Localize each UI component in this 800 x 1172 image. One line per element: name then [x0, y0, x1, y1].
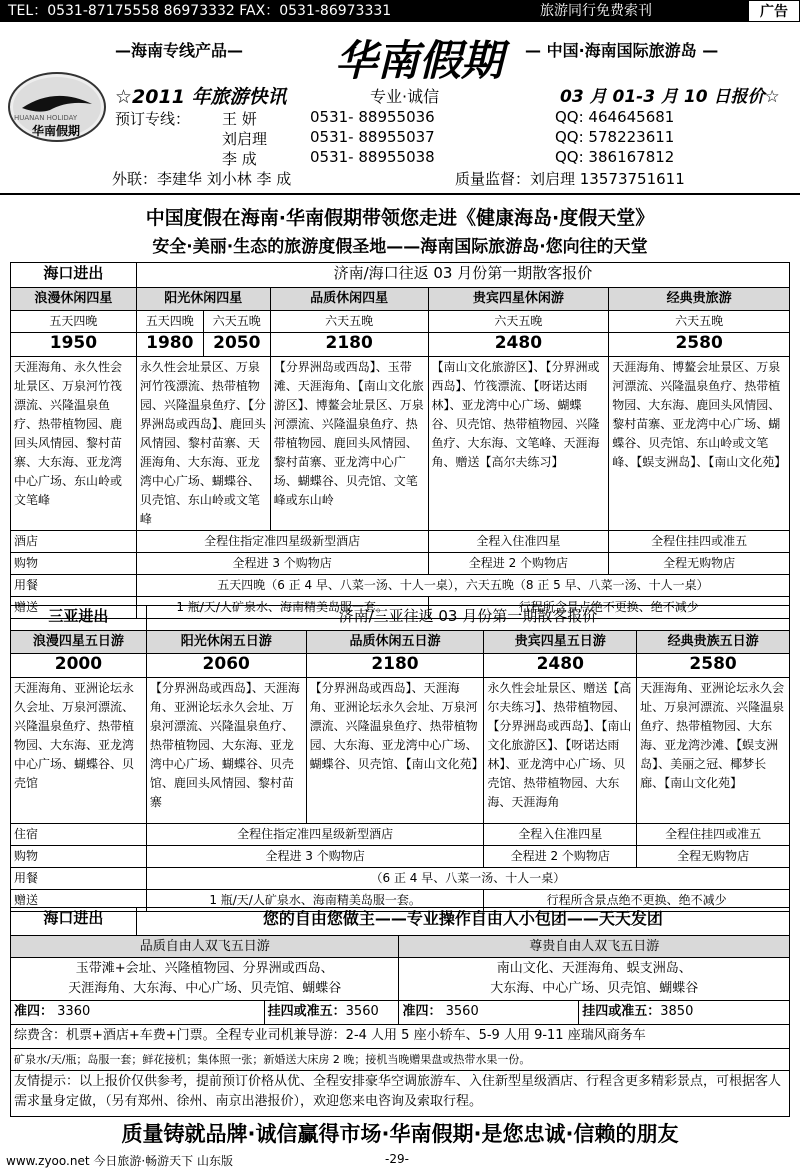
price-label: 准四： — [402, 1004, 442, 1019]
price: 2000 — [11, 654, 147, 678]
includes: 综费含：机票+酒店+车费+门票。全程专业司机兼导游：2-4 人用 5 座小轿车、5-9 人用 9-11 座瑞风商务车 — [11, 1025, 790, 1049]
booking-phone: 0531- 88955037 — [310, 128, 435, 146]
hotel-cls: 全程住挂四或准五 — [637, 824, 790, 846]
product: 品质休闲四星 — [270, 288, 428, 311]
product: 经典贵旅游 — [609, 288, 790, 311]
itinerary: 【分界洲岛或西岛】、玉带滩、天涯海角、【南山文化旅游区】、博鳌会址景区、万泉河漂流、兴隆温泉鱼疗、热带植物园、鹿回头风情园、黎村苗寨、亚龙湾中心广场、蝴蝶谷、贝壳馆、文笔峰或东山岭 — [270, 357, 428, 531]
haikou-table — [10, 262, 790, 619]
itinerary: 【分界洲岛或西岛】、天涯海角、亚洲论坛永久会址、万泉河漂流、兴隆温泉鱼疗、热带植物园、大东海、亚龙湾中心广场、蝴蝶谷、贝壳馆、鹿回头风情园、黎村苗寨 — [146, 678, 306, 824]
row-label: 用餐 — [11, 575, 137, 597]
price: 3850 — [660, 1004, 694, 1019]
booking-label: 预订专线： — [115, 110, 191, 128]
index-label: 旅游同行免费索刊 — [540, 3, 652, 19]
brand-title: 华南假期 — [335, 36, 504, 85]
free-left-name: 品质自由人双飞五日游 — [11, 936, 399, 958]
sanya-title: 济南/三亚往返 03 月份第一期散客报价 — [146, 606, 789, 631]
brand-logo — [8, 72, 106, 142]
free-right-name: 尊贵自由人双飞五日游 — [399, 936, 790, 958]
outreach: 外联：李建华 刘小林 李 成 — [112, 170, 292, 188]
booking-name: 刘启理 — [222, 130, 268, 148]
price: 2180 — [270, 333, 428, 357]
product: 品质休闲五日游 — [306, 631, 484, 654]
price: 3560 — [345, 1004, 379, 1019]
itinerary: 永久性会址景区、赠送【高尔夫练习】、热带植物园、【分界洲岛或西岛】、【南山文化旅游区】、【呀诺达雨林】、亚龙湾中心广场、贝壳馆、热带植物园、大东海、天涯海角 — [484, 678, 637, 824]
tip: 友情提示：以上报价仅供参考，提前预订价格从优、全程安排豪华空调旅游车、入住新型星级酒店、行程含更多精彩景点，可根据客人需求量身定做，（另有郑州、徐州、南京出港报价），欢迎您来电咨询及索取行程。 — [11, 1071, 790, 1117]
booking-qq: QQ: 578223611 — [555, 128, 675, 146]
free-table — [10, 907, 790, 1117]
product: 贵宾四星休闲游 — [428, 288, 609, 311]
left-title: —海南专线产品— — [115, 41, 244, 60]
ad-tag: 广告 — [748, 0, 800, 22]
itinerary: 天涯海角、亚洲论坛永久会址、万泉河漂流、兴隆温泉鱼疗、热带植物园、大东海、亚龙湾中心广场、蝴蝶谷、贝壳馆 — [11, 678, 147, 824]
row-label: 赠送 — [11, 597, 137, 619]
note: 行程所含景点绝不更换、绝不减少 — [428, 597, 789, 619]
itinerary: 【南山文化旅游区】、【分界洲或西岛】、竹筏漂流、【呀诺达雨林】、亚龙湾中心广场、蝴蝶谷、贝壳馆、热带植物园、兴隆鱼疗、大东海、文笔峰、天涯海角、赠送【高尔夫练习】 — [428, 357, 609, 531]
row-label: 赠送 — [11, 890, 147, 912]
slogan: 专业·诚信 — [370, 87, 440, 106]
price: 2480 — [484, 654, 637, 678]
route: 大东海、中心广场、贝壳馆、蝴蝶谷 — [490, 981, 699, 996]
footer-site: www.zyoo.net 今日旅游·畅游天下 山东版 — [6, 1154, 233, 1168]
headline-2: 安全·美丽·生态的旅游度假圣地——海南国际旅游岛·您向往的天堂 — [152, 237, 648, 257]
logo-sub: HUANAN HOLIDAY — [14, 114, 78, 122]
price-label: 准四： — [14, 1004, 54, 1019]
row-label: 酒店 — [11, 531, 137, 553]
itinerary: 永久性会址景区、万泉河竹筏漂流、热带植物园、兴隆温泉鱼疗、【分界洲岛或西岛】、鹿回头风情园、黎村苗寨、天涯海角、大东海、亚龙湾中心广场、蝴蝶谷、贝壳馆、东山岭或文笔峰 — [136, 357, 270, 531]
product: 阳光休闲四星 — [136, 288, 270, 311]
right-title: — 中国·海南国际旅游岛 — — [525, 41, 719, 60]
price: 2580 — [609, 333, 790, 357]
price: 3360 — [57, 1004, 91, 1019]
price-label: 挂四或准五： — [267, 1004, 346, 1019]
quote-dates: 03 月 01-3 月 10 日报价☆ — [560, 87, 780, 107]
price: 2480 — [428, 333, 609, 357]
price: 2060 — [146, 654, 306, 678]
shop-vip: 全程进 2 个购物店 — [484, 846, 637, 868]
supervisor: 质量监督：刘启理 13573751611 — [455, 170, 685, 188]
shop-std: 全程进 3 个购物店 — [136, 553, 428, 575]
contact-line: TEL：0531-87175558 86973332 FAX：0531-86973331 — [8, 3, 392, 19]
shop-cls: 全程无购物店 — [637, 846, 790, 868]
shop-vip: 全程进 2 个购物店 — [428, 553, 609, 575]
gift: 1 瓶/天/人矿泉水、海南精美岛服一套。 — [146, 890, 484, 912]
itinerary: 天涯海角、博鳌会址景区、万泉河漂流、兴隆温泉鱼疗、热带植物园、大东海、鹿回头风情园、黎村苗寨、亚龙湾中心广场、蝴蝶谷、贝壳馆、东山岭或文笔峰、【蜈支洲岛】、【南山文化苑】 — [609, 357, 790, 531]
itinerary: 【分界洲岛或西岛】、天涯海角、亚洲论坛永久会址、万泉河漂流、兴隆温泉鱼疗、热带植物园、大东海、亚龙湾中心广场、蝴蝶谷、贝壳馆、【南山文化苑】 — [306, 678, 484, 824]
price: 2050 — [203, 333, 270, 357]
duration: 六天五晚 — [609, 311, 790, 333]
hotel-cls: 全程住挂四或准五 — [609, 531, 790, 553]
hotel-vip: 全程入住准四星 — [484, 824, 637, 846]
row-label: 住宿 — [11, 824, 147, 846]
row-label: 购物 — [11, 553, 137, 575]
motto: 质量铸就品牌·诚信赢得市场·华南假期·是您忠诚·信赖的朋友 — [121, 1122, 679, 1146]
booking-qq: QQ: 386167812 — [555, 148, 675, 166]
booking-phone: 0531- 88955038 — [310, 148, 435, 166]
price: 2580 — [637, 654, 790, 678]
logo-text: 华南假期 — [32, 124, 81, 138]
meals: （6 正 4 早、八菜一汤、十人一桌） — [146, 868, 789, 890]
booking-name: 王 妍 — [222, 110, 257, 128]
divider — [0, 193, 800, 195]
price: 3560 — [445, 1004, 479, 1019]
booking-phone: 0531- 88955036 — [310, 108, 435, 126]
sanya-gate: 三亚进出 — [11, 606, 147, 631]
note: 行程所含景点绝不更换、绝不减少 — [484, 890, 790, 912]
duration: 五天四晚 — [11, 311, 137, 333]
headline-1: 中国度假在海南·华南假期带领您走进《健康海岛·度假天堂》 — [145, 207, 655, 229]
product: 贵宾四星五日游 — [484, 631, 637, 654]
price: 2180 — [306, 654, 484, 678]
row-label: 用餐 — [11, 868, 147, 890]
product: 阳光休闲五日游 — [146, 631, 306, 654]
extras: 矿泉水/天/瓶；岛服一套；鲜花接机；集体照一张；新婚送大床房 2 晚；接机当晚赠果盘或热带水果一份。 — [11, 1049, 790, 1071]
duration: 六天五晚 — [270, 311, 428, 333]
hotel-vip: 全程入住准四星 — [428, 531, 609, 553]
haikou-gate: 海口进出 — [11, 263, 137, 288]
price-label: 挂四或准五： — [582, 1004, 661, 1019]
shop-std: 全程进 3 个购物店 — [146, 846, 484, 868]
page-number: -29- — [385, 1152, 409, 1166]
free-gate: 海口进出 — [11, 908, 137, 936]
hotel-std: 全程住指定准四星级新型酒店 — [146, 824, 484, 846]
meals: 五天四晚（6 正 4 早、八菜一汤、十人一桌），六天五晚（8 正 5 早、八菜一汤、十人一桌） — [136, 575, 789, 597]
itinerary: 天涯海角、亚洲论坛永久会址、万泉河漂流、兴隆温泉鱼疗、热带植物园、大东海、亚龙湾沙滩、【蜈支洲岛】、美丽之冠、椰梦长廊、【南山文化苑】 — [637, 678, 790, 824]
top-bar — [0, 0, 800, 22]
route: 玉带滩+会址、兴隆植物园、分界洲或西岛、 — [75, 961, 334, 976]
price: 1980 — [136, 333, 203, 357]
news-title: ☆2011 年旅游快讯 — [115, 86, 287, 108]
duration: 六天五晚 — [203, 311, 270, 333]
row-label: 购物 — [11, 846, 147, 868]
booking-name: 李 成 — [222, 150, 257, 168]
price: 1950 — [11, 333, 137, 357]
duration: 六天五晚 — [428, 311, 609, 333]
product: 经典贵族五日游 — [637, 631, 790, 654]
itinerary: 天涯海角、永久性会址景区、万泉河竹筏漂流、兴隆温泉鱼疗、热带植物园、鹿回头风情园、黎村苗寨、大东海、亚龙湾中心广场、东山岭或文笔峰 — [11, 357, 137, 531]
product: 浪漫休闲四星 — [11, 288, 137, 311]
route: 南山文化、天涯海角、蜈支洲岛、 — [496, 961, 692, 976]
gift: 1 瓶/天/人矿泉水、海南精美岛服一套。 — [136, 597, 428, 619]
hotel-std: 全程住指定准四星级新型酒店 — [136, 531, 428, 553]
product: 浪漫四星五日游 — [11, 631, 147, 654]
booking-qq: QQ: 464645681 — [555, 108, 675, 126]
shop-cls: 全程无购物店 — [609, 553, 790, 575]
sanya-table — [10, 605, 790, 912]
duration: 五天四晚 — [136, 311, 203, 333]
haikou-title: 济南/海口往返 03 月份第一期散客报价 — [136, 263, 789, 288]
free-title: 您的自由您做主——专业操作自由人小包团——天天发团 — [136, 908, 789, 936]
route: 天涯海角、大东海、中心广场、贝壳馆、蝴蝶谷 — [68, 981, 342, 996]
